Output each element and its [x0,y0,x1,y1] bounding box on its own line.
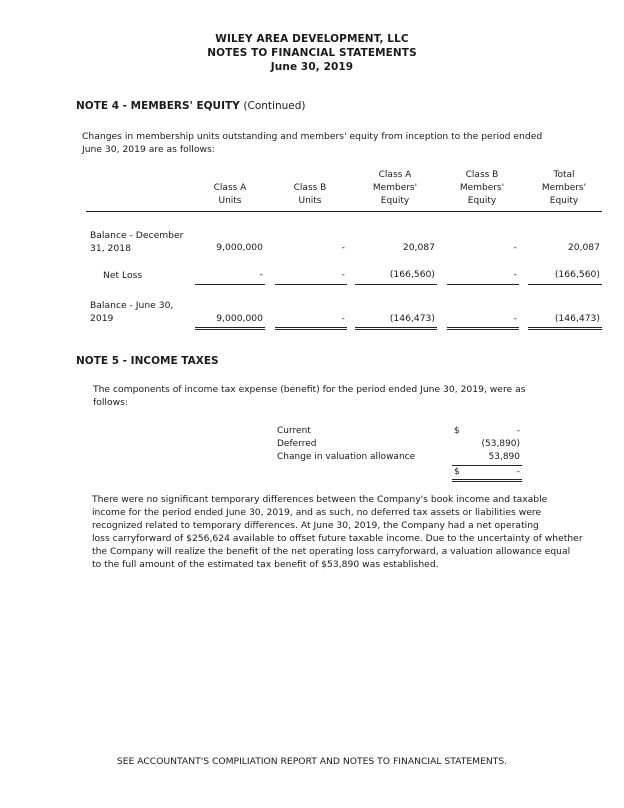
col-header-total-equity [528,169,600,208]
row-label-line1: Balance - December [90,230,184,241]
document-date: June 30, 2019 [270,61,354,73]
cell-class-b-equity: - [513,313,517,324]
col-header-line2: Members' [459,183,505,193]
note4-intro-line1: Changes in membership units outstanding and members' equity from inception to the period ended [82,131,543,142]
cell-total-equity: 20,087 [567,242,600,253]
note4-subtitle: (Continued) [243,100,306,112]
col-header-line1 [275,169,345,182]
total-double-rule [447,327,519,330]
row-label-line2: 31, 2018 [90,243,131,254]
paragraph-line: income for the period ended June 30, 2019, and as such, no deferred tax assets or liabilities were [92,507,542,518]
company-name: WILEY AREA DEVELOPMENT, LLC [215,33,409,45]
col-header-class-a-equity [355,169,435,208]
subtotal-rule [195,284,265,285]
row-label-balance-jun [90,299,173,325]
tax-label-valuation: Change in valuation allowance [277,452,416,462]
col-header-class-b-equity [447,169,517,208]
cell-total-equity: (146,473) [554,313,600,324]
cell-class-a-units: 9,000,000 [216,313,263,324]
col-header-line3: Equity [380,196,410,206]
col-header-line3: Units [218,196,242,206]
col-header-line2: Class A [213,183,247,193]
note5-intro-line1: The components of income tax expense (benefit) for the period ended June 30, 2019, were as [93,384,526,395]
cell-class-b-units: - [341,242,345,253]
cell-class-a-equity: (146,473) [389,313,435,324]
col-header-class-a-units [195,169,265,208]
tax-total-double-rule [452,479,522,482]
col-header-line3: Units [298,196,322,206]
tax-value-deferred: (53,890) [481,439,520,449]
paragraph-line: loss carryforward of $256,624 available to offset future taxable income. Due to the uncertainty of whether [92,533,583,544]
tax-value-valuation: 53,890 [488,452,520,462]
col-header-line1 [195,169,265,182]
cell-class-a-units: - [259,269,263,280]
paragraph-line: recognized related to temporary differences. At June 30, 2019, the Company had a net operating [92,520,539,531]
row-label-net-loss: Net Loss [103,270,143,281]
total-double-rule [355,327,437,330]
cell-class-a-equity: 20,087 [402,242,435,253]
tax-value-current: - [516,426,520,436]
subtotal-rule [355,284,437,285]
cell-class-a-units: 9,000,000 [216,242,263,253]
footer-note: SEE ACCOUNTANT'S COMPILIATION REPORT AND NOTES TO FINANCIAL STATEMENTS. [116,756,508,767]
col-header-line1: Total [553,170,575,180]
col-header-line3: Equity [467,196,497,206]
total-double-rule [528,327,602,330]
col-header-line1: Class B [465,170,499,180]
document-title: NOTES TO FINANCIAL STATEMENTS [207,47,417,59]
paragraph-line: to the full amount of the estimated tax benefit of $53,890 was established. [92,559,439,570]
header-underline [86,211,602,212]
row-label-balance-dec [90,229,183,255]
cell-class-b-units: - [341,269,345,280]
col-header-line2: Members' [372,183,418,193]
paragraph-line: the Company will realize the benefit of the net operating loss carryforward, a valuation allowance equal [92,546,571,557]
cell-class-b-units: - [341,313,345,324]
paragraph-line: There were no significant temporary differences between the Company's book income and taxable [92,494,548,505]
cell-total-equity: (166,560) [554,269,600,280]
tax-label-deferred: Deferred [277,439,317,449]
row-label-line1: Balance - June 30, [90,300,174,311]
subtotal-rule [275,284,347,285]
tax-label-current: Current [277,426,311,436]
note4-title [76,100,305,112]
cell-class-b-equity: - [513,242,517,253]
col-header-line1: Class A [378,170,412,180]
note4-title-text: NOTE 4 - MEMBERS' EQUITY [76,100,240,112]
subtotal-rule [447,284,519,285]
tax-currency-current: $ [454,426,460,436]
col-header-line3: Equity [549,196,579,206]
total-double-rule [195,327,265,330]
cell-class-a-equity: (166,560) [389,269,435,280]
subtotal-rule [528,284,602,285]
tax-value-total: - [516,467,520,477]
total-double-rule [275,327,347,330]
note5-paragraph [92,493,592,571]
cell-class-b-equity: - [513,269,517,280]
note5-title: NOTE 5 - INCOME TAXES [76,355,219,367]
tax-currency-total: $ [454,467,460,477]
col-header-line2: Members' [541,183,587,193]
note5-intro-line2: follows: [93,397,128,408]
col-header-line2: Class B [293,183,327,193]
row-label-line2: 2019 [90,313,114,324]
col-header-class-b-units [275,169,345,208]
note4-intro-line2: June 30, 2019 are as follows: [82,144,215,155]
